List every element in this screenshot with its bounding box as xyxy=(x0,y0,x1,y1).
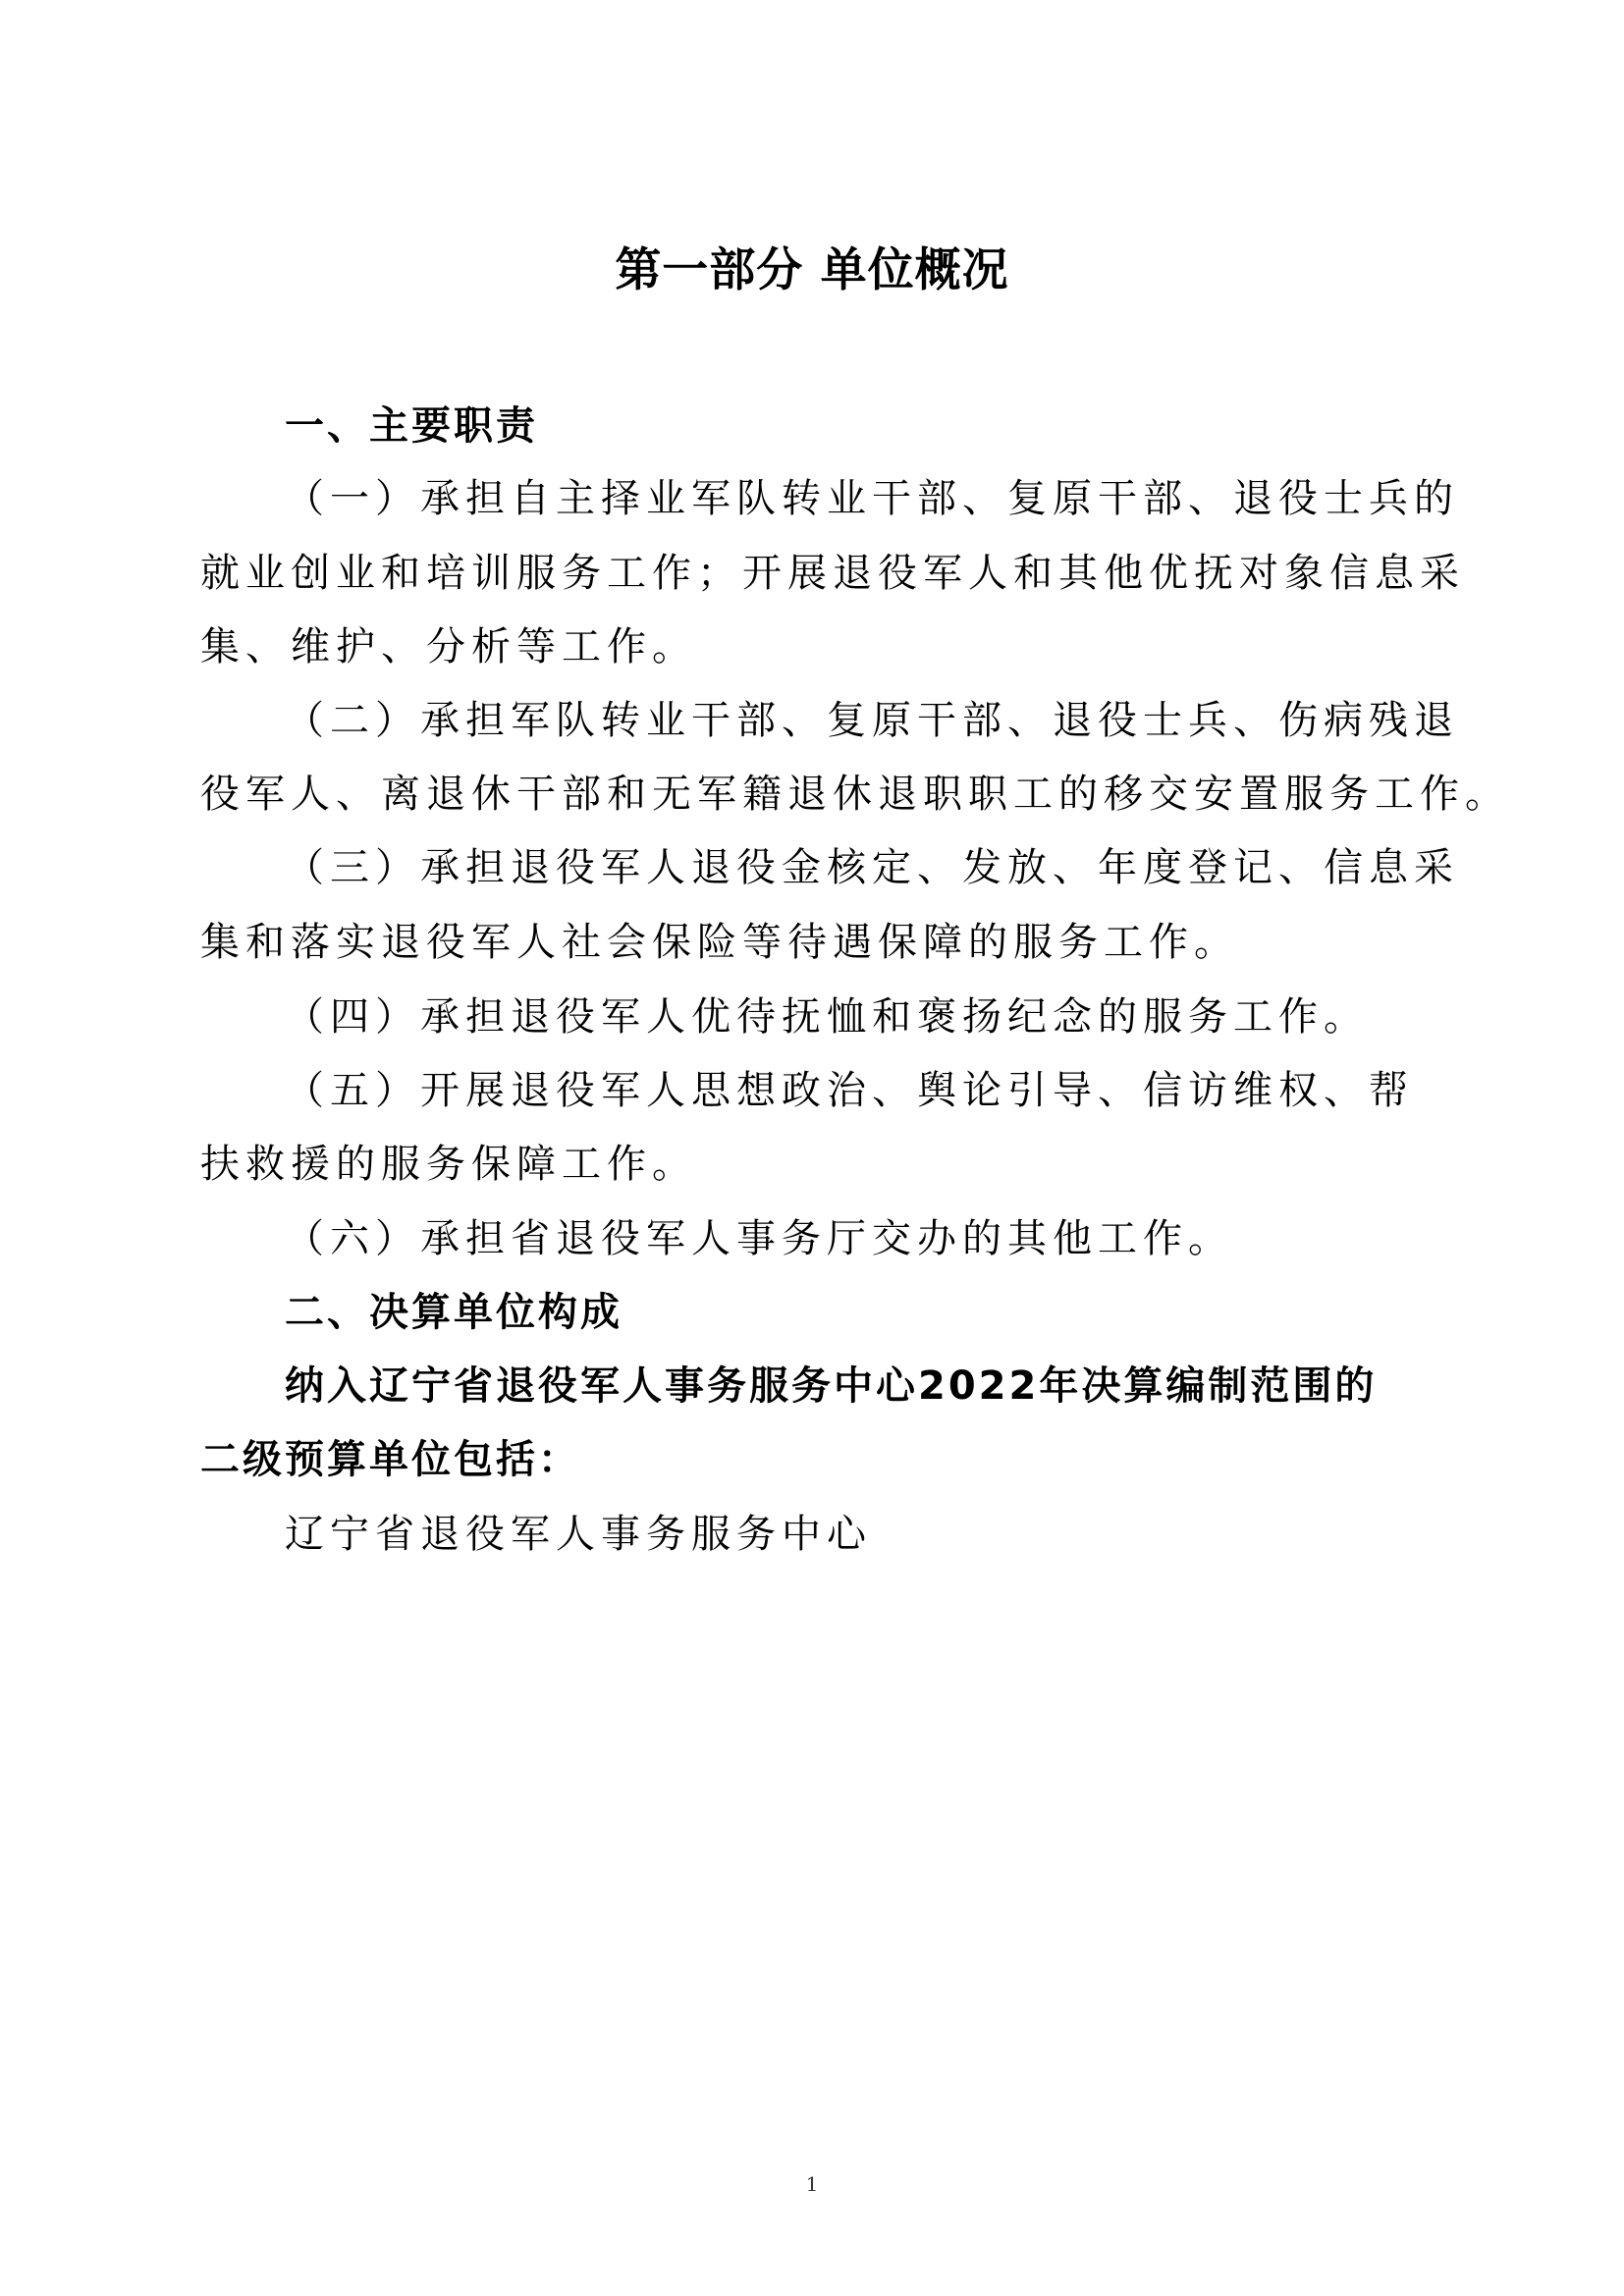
section-heading-main-duties: 一、主要职责 xyxy=(285,403,538,449)
duty-1-line-2: 就业创业和培训服务工作；开展退役军人和其他优抚对象信息采 xyxy=(200,551,1465,596)
page-title: 第一部分 单位概况 xyxy=(615,243,1009,297)
section-heading-budget-units: 二、决算单位构成 xyxy=(285,1290,623,1335)
units-intro-line-1: 纳入辽宁省退役军人事务服务中心2022年决算编制范围的 xyxy=(285,1363,1378,1409)
duty-6-line-1: （六）承担省退役军人事务厅交办的其他工作。 xyxy=(285,1216,1233,1261)
duty-3-line-2: 集和落实退役军人社会保险等待遇保障的服务工作。 xyxy=(200,920,1239,965)
duty-3-line-1: （三）承担退役军人退役金核定、发放、年度登记、信息采 xyxy=(285,845,1459,890)
page-number: 1 xyxy=(805,2172,819,2196)
duty-1-line-3: 集、维护、分析等工作。 xyxy=(200,624,697,669)
duty-1-line-1: （一）承担自主择业军队转业干部、复原干部、退役士兵的 xyxy=(285,476,1459,521)
duty-2-line-2: 役军人、离退休干部和无军籍退休退职职工的移交安置服务工作。 xyxy=(200,772,1510,817)
duty-5-line-2: 扶救援的服务保障工作。 xyxy=(200,1142,697,1187)
duty-4-line-1: （四）承担退役军人优待抚恤和褒扬纪念的服务工作。 xyxy=(285,994,1369,1040)
duty-5-line-1: （五）开展退役军人思想政治、舆论引导、信访维权、帮 xyxy=(285,1068,1414,1113)
units-intro-line-2: 二级预算单位包括： xyxy=(200,1437,580,1482)
unit-name: 辽宁省退役军人事务服务中心 xyxy=(285,1512,872,1557)
duty-2-line-1: （二）承担军队转业干部、复原干部、退役士兵、伤病残退 xyxy=(285,698,1459,743)
